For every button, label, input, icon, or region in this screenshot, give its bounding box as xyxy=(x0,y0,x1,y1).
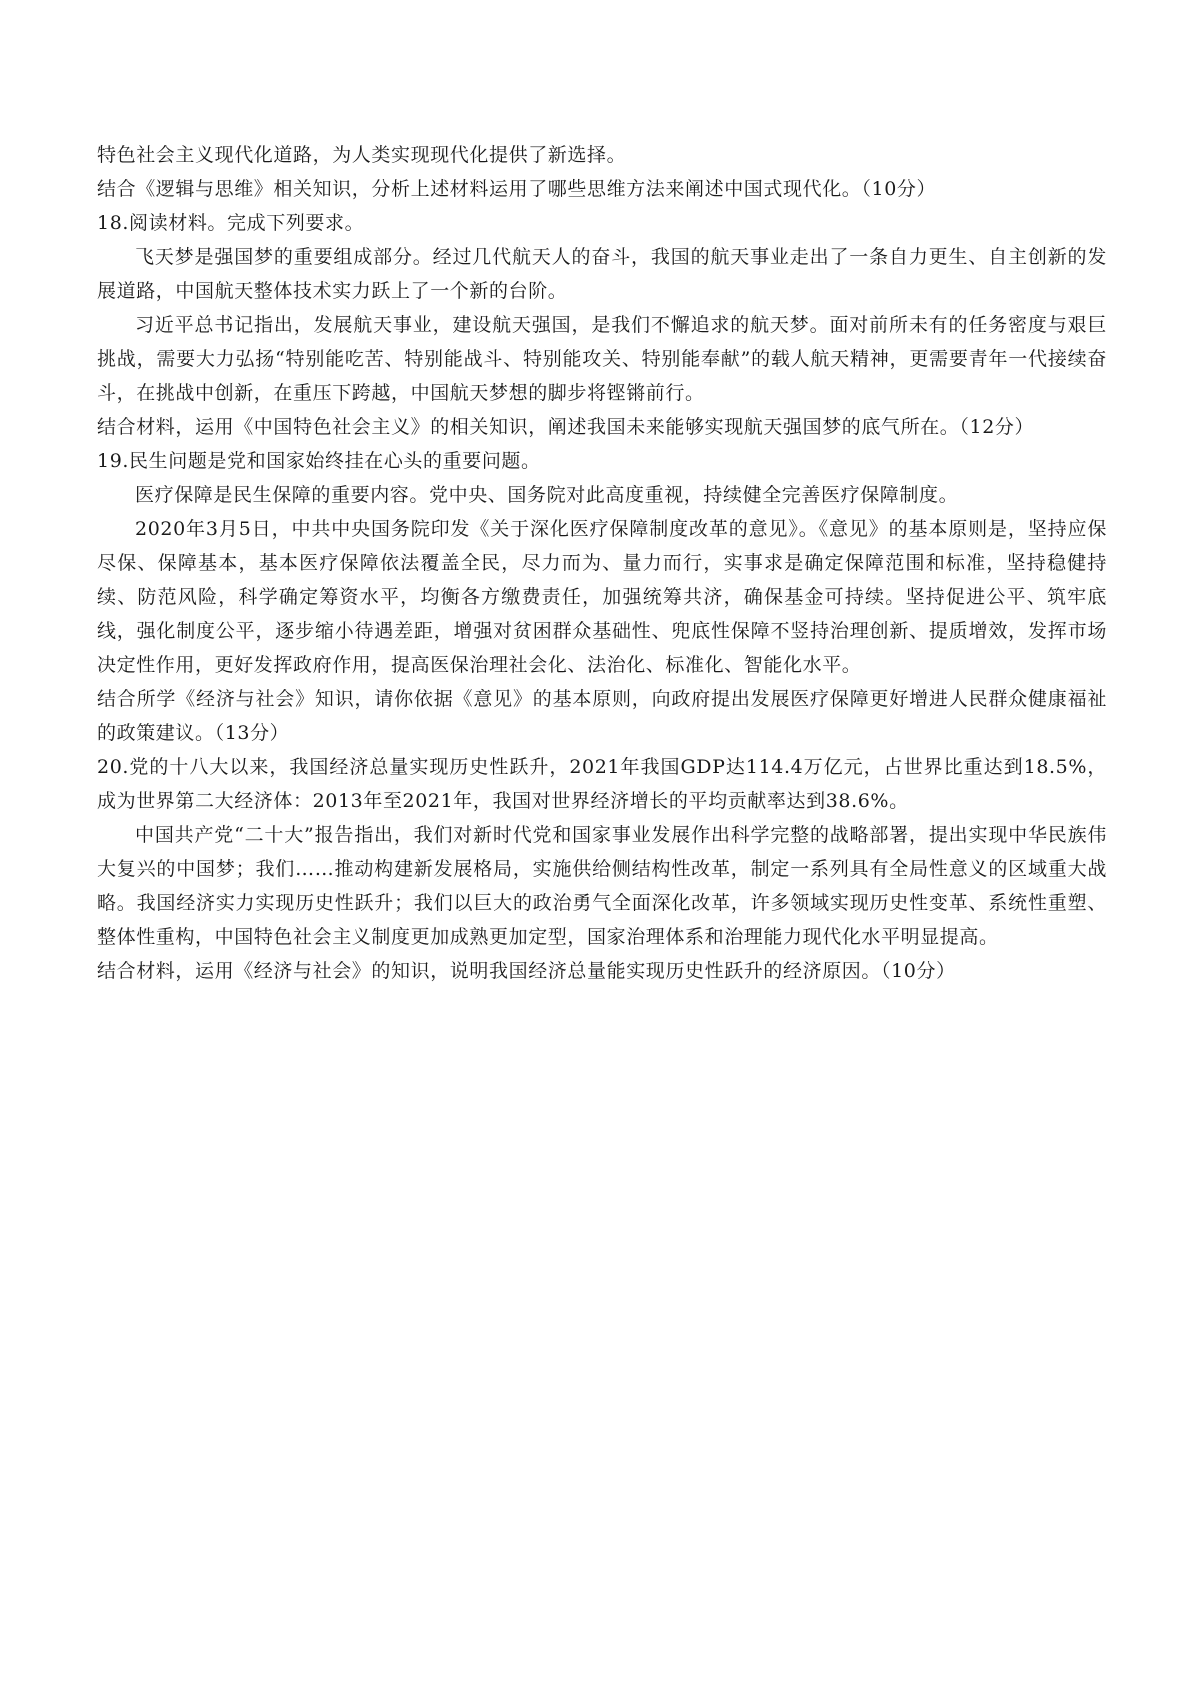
q19-stem: 19.民生问题是党和国家始终挂在心头的重要问题。 xyxy=(97,450,541,472)
q20-stem: 20.党的十八大以来，我国经济总量实现历史性跃升，2021年我国GDP达114.4万亿元，占世界比重达到18.5%，成为世界第二大经济体：2013年至2021年，我国对世界经济增长的平均贡献率达到38.6%。 xyxy=(97,756,1107,812)
q18-paragraph-2: 习近平总书记指出，发展航天事业，建设航天强国，是我们不懈追求的航天梦。面对前所未有的任务密度与艰巨挑战，需要大力弘扬“特别能吃苦、特别能战斗、特别能攻关、特别能奉献”的载人航天精神，更需要青年一代接续奋斗，在挑战中创新，在重压下跨越，中国航天梦想的脚步将铿锵前行。 xyxy=(97,314,1107,404)
q20-prompt: 结合材料，运用《经济与社会》的知识，说明我国经济总量能实现历史性跃升的经济原因。（10分） xyxy=(97,960,956,982)
q19-paragraph-2: 2020年3月5日，中共中央国务院印发《关于深化医疗保障制度改革的意见》。《意见》的基本原则是，坚持应保尽保、保障基本，基本医疗保障依法覆盖全民，尽力而为、量力而行，实事求是确定保障范围和标准，坚持稳健持续、防范风险，科学确定筹资水平，均衡各方缴费责任，加强统筹共济，确保基金可持续。坚持促进公平、筑牢底线，强化制度公平，逐步缩小待遇差距，增强对贫困群众基础性、兜底性保障不竖持治理创新、提质增效，发挥市场决定性作用，更好发挥政府作用，提高医保治理社会化、法治化、标准化、智能化水平。 xyxy=(97,518,1107,676)
q19-prompt: 结合所学《经济与社会》知识，请你依据《意见》的基本原则，向政府提出发展医疗保障更好增进人民群众健康福祉的政策建议。（13分） xyxy=(97,688,1107,744)
q18-paragraph-1: 飞天梦是强国梦的重要组成部分。经过几代航天人的奋斗，我国的航天事业走出了一条自力更生、自主创新的发展道路，中国航天整体技术实力跃上了一个新的台阶。 xyxy=(97,246,1107,302)
q17-prompt: 结合《逻辑与思维》相关知识，分析上述材料运用了哪些思维方法来阐述中国式现代化。（10分） xyxy=(97,178,937,200)
q18-prompt: 结合材料，运用《中国特色社会主义》的相关知识，阐述我国未来能够实现航天强国梦的底气所在。（12分） xyxy=(97,416,1035,438)
q18-stem: 18.阅读材料。完成下列要求。 xyxy=(97,212,365,234)
q20-paragraph-1: 中国共产党“二十大”报告指出，我们对新时代党和国家事业发展作出科学完整的战略部署，提出实现中华民族伟大复兴的中国梦；我们……推动构建新发展格局，实施供给侧结构性改革，制定一系列具有全局性意义的区域重大战略。我国经济实力实现历史性跃升；我们以巨大的政治勇气全面深化改革，许多领域实现历史性变革、系统性重塑、整体性重构，中国特色社会主义制度更加成熟更加定型，国家治理体系和治理能力现代化水平明显提高。 xyxy=(97,824,1107,948)
q17-material-tail: 特色社会主义现代化道路，为人类实现现代化提供了新选择。 xyxy=(97,144,627,166)
exam-content xyxy=(97,138,1107,988)
q19-paragraph-1: 医疗保障是民生保障的重要内容。党中央、国务院对此高度重视，持续健全完善医疗保障制度。 xyxy=(135,484,959,506)
